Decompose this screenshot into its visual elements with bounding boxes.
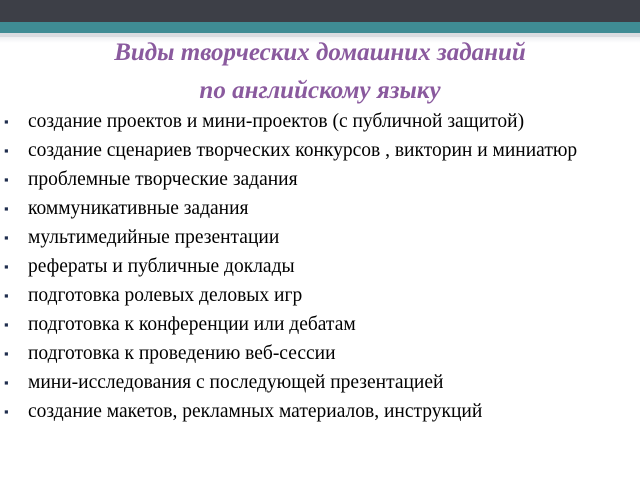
list-item-text: мини-исследования с последующей презентацией xyxy=(28,372,444,393)
list-item xyxy=(0,284,640,308)
list-item xyxy=(0,313,640,337)
bullet-icon: ▪ xyxy=(4,288,9,303)
list-item-text: подготовка к проведению веб-сессии xyxy=(28,343,336,364)
list-item xyxy=(0,255,640,279)
list-item-text: проблемные творческие задания xyxy=(28,169,298,190)
list-item xyxy=(0,371,640,395)
list-item-text: коммуникативные задания xyxy=(28,198,249,219)
bullet-icon: ▪ xyxy=(4,114,9,129)
list-item-text: мультимедийные презентации xyxy=(28,227,280,248)
bullet-icon: ▪ xyxy=(4,346,9,361)
list-item xyxy=(0,139,640,163)
slide-title-line-1: Виды творческих домашних заданий xyxy=(114,39,526,66)
bullet-icon: ▪ xyxy=(4,317,9,332)
list-item-text: создание проектов и мини-проектов (с публичной защитой) xyxy=(28,111,525,132)
list-item-text: создание сценариев творческих конкурсов , викторин и миниатюр xyxy=(28,140,578,161)
list-item xyxy=(0,342,640,366)
header-band-dark xyxy=(0,0,640,22)
bullet-icon: ▪ xyxy=(4,259,9,274)
list-item-text: подготовка к конференции или дебатам xyxy=(28,314,356,335)
list-item xyxy=(0,226,640,250)
list-item-text: создание макетов, рекламных материалов, инструкций xyxy=(28,401,483,422)
list-item xyxy=(0,168,640,192)
list-item xyxy=(0,400,640,424)
list-item-text: рефераты и публичные доклады xyxy=(28,256,295,277)
slide-title-line-2: по английскому языку xyxy=(199,77,441,104)
bullet-icon: ▪ xyxy=(4,172,9,187)
list-item-text: подготовка ролевых деловых игр xyxy=(28,285,303,306)
slide-title xyxy=(20,34,620,110)
bullet-icon: ▪ xyxy=(4,375,9,390)
bullet-icon: ▪ xyxy=(4,404,9,419)
bullet-icon: ▪ xyxy=(4,143,9,158)
list-item xyxy=(0,110,640,134)
bullet-icon: ▪ xyxy=(4,201,9,216)
bullet-list xyxy=(0,110,640,429)
header-band-teal xyxy=(0,22,640,33)
list-item xyxy=(0,197,640,221)
bullet-icon: ▪ xyxy=(4,230,9,245)
